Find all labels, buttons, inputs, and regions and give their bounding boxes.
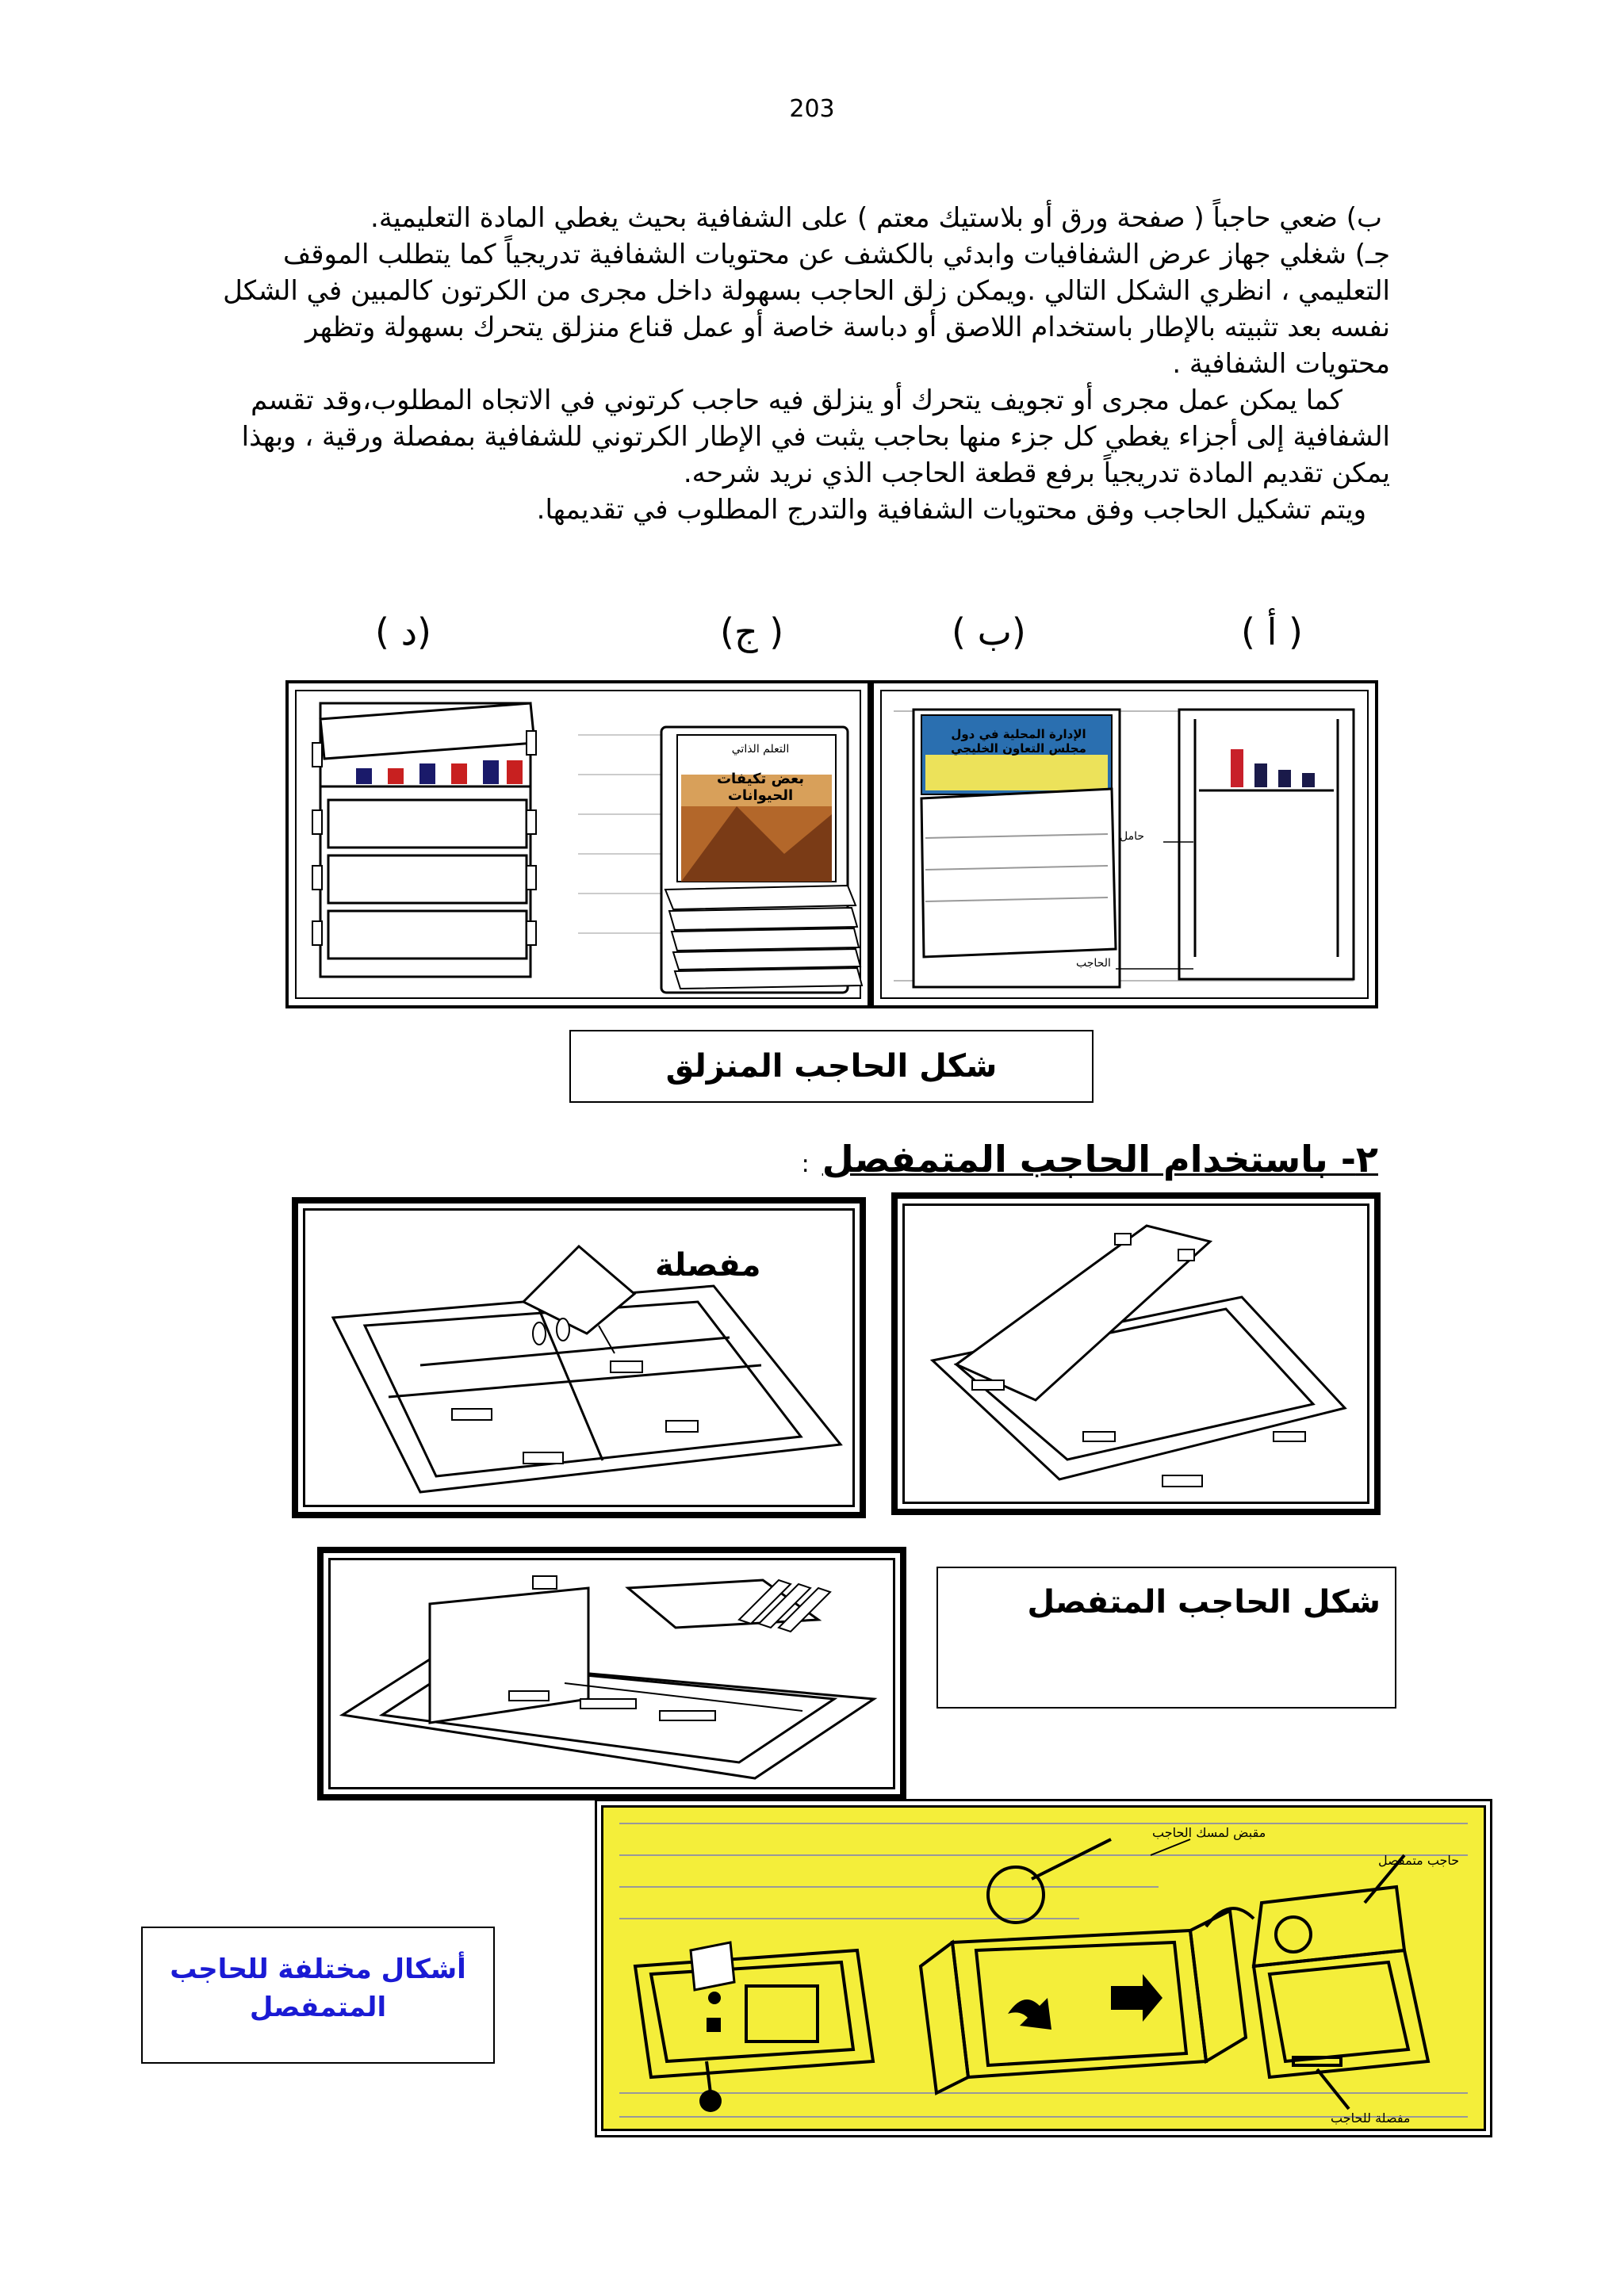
text-line-4: نفسه بعد تثبيته بالإطار باستخدام اللاصق أو دباسة خاصة أو عمل قناع منزلق يتحرك بسهولة وتظهر — [305, 312, 1390, 343]
card-title-line1: الإدارة المحلية في دول — [951, 727, 1086, 741]
sliding-cover-drawing-left — [293, 687, 864, 1001]
section-heading-text: ٢- باستخدام الحاجب المتمفصل — [822, 1138, 1378, 1181]
text-line-5: محتويات الشفافية . — [1172, 348, 1390, 380]
figure3-caption-line2: المتمفصل — [249, 1992, 387, 2023]
figure2-caption: شكل الحاجب المتفصل — [1027, 1584, 1381, 1621]
figure3-caption-line1: أشكال مختلفة للحاجب — [170, 1954, 466, 1985]
hinged-cover-drawing-3 — [327, 1556, 897, 1791]
label-cover: الحاجب — [1076, 957, 1111, 970]
label-a: ( أ ) — [1241, 610, 1303, 653]
figure3-caption-box — [141, 1927, 495, 2064]
hinged-cover-drawing-2 — [901, 1202, 1371, 1506]
text-line-6: كما يمكن عمل مجرى أو تجويف يتحرك أو ينزلق فيه حاجب كرتوني في الاتجاه المطلوب،وقد تقسم — [251, 385, 1342, 416]
card-title — [925, 727, 1112, 756]
hinged-cover-figure-3 — [317, 1547, 906, 1800]
text-line-7: الشفافية إلى أجزاء يغطي كل جزء منها بحاجب يثبت في الإطار الكرتوني للشفافية بمفصلة ورقية ، وبهذا — [241, 421, 1390, 453]
label-grip: مقبض لمسك الحاجب — [1152, 1825, 1266, 1840]
hinged-cover-figure-1 — [292, 1197, 866, 1518]
sliding-cover-figure-right — [871, 680, 1378, 1008]
text-line-8: يمكن تقديم المادة تدريجياً برفع قطعة الحاجب الذي نريد شرحه. — [683, 457, 1390, 489]
hinge-label: مفصلة — [655, 1247, 761, 1284]
label-d: (د ) — [375, 610, 431, 653]
sliding-cover-figure-left — [285, 680, 871, 1008]
section-heading-colon: : — [801, 1150, 810, 1178]
hinged-cover-figure-2 — [891, 1192, 1381, 1515]
label-c: ( ج) — [720, 610, 784, 653]
label-hinged-cover: حاجب متمفصل — [1378, 1853, 1460, 1868]
label-b: (ب ) — [952, 610, 1026, 653]
body-paragraph — [149, 200, 1390, 528]
text-line-2: جـ) شغلي جهاز عرض الشفافيات وابدئي بالكشف عن محتويات الشفافية تدريجياً كما يتطلب الموقف — [283, 239, 1390, 270]
text-line-9: ويتم تشكيل الحاجب وفق محتويات الشفافية والتدرج المطلوب في تقديمها. — [536, 494, 1366, 526]
hinged-cover-drawing-4 — [603, 1808, 1484, 2129]
label-channel: حامل — [1120, 830, 1145, 843]
figure-labels — [0, 610, 1624, 658]
page-number: 203 — [789, 95, 835, 123]
text-line-1: ب) ضعي حاجباً ( صفحة ورق أو بلاستيك معتم ) على الشفافية بحيث يغطي المادة التعليمية. — [370, 202, 1382, 234]
figure1-caption: شكل الحاجب المنزلق — [569, 1030, 1094, 1103]
label-hinge: مفصلة للحاجب — [1331, 2110, 1411, 2126]
hinged-cover-drawing-1 — [301, 1207, 856, 1509]
book-title: بعض تكيفات الحيوانات — [716, 771, 805, 804]
figure2-caption-box — [936, 1567, 1396, 1709]
card-title-line2: مجلس التعاون الخليجي — [951, 741, 1086, 756]
text-line-3: التعليمي ، انظري الشكل التالي .ويمكن زلق الحاجب بسهولة داخل مجرى من الكرتون كالمبين في الشكل — [223, 275, 1390, 307]
book-header: التعلم الذاتي — [731, 743, 790, 756]
section-heading — [802, 1138, 1378, 1181]
hinged-cover-figure-4 — [595, 1799, 1492, 2137]
